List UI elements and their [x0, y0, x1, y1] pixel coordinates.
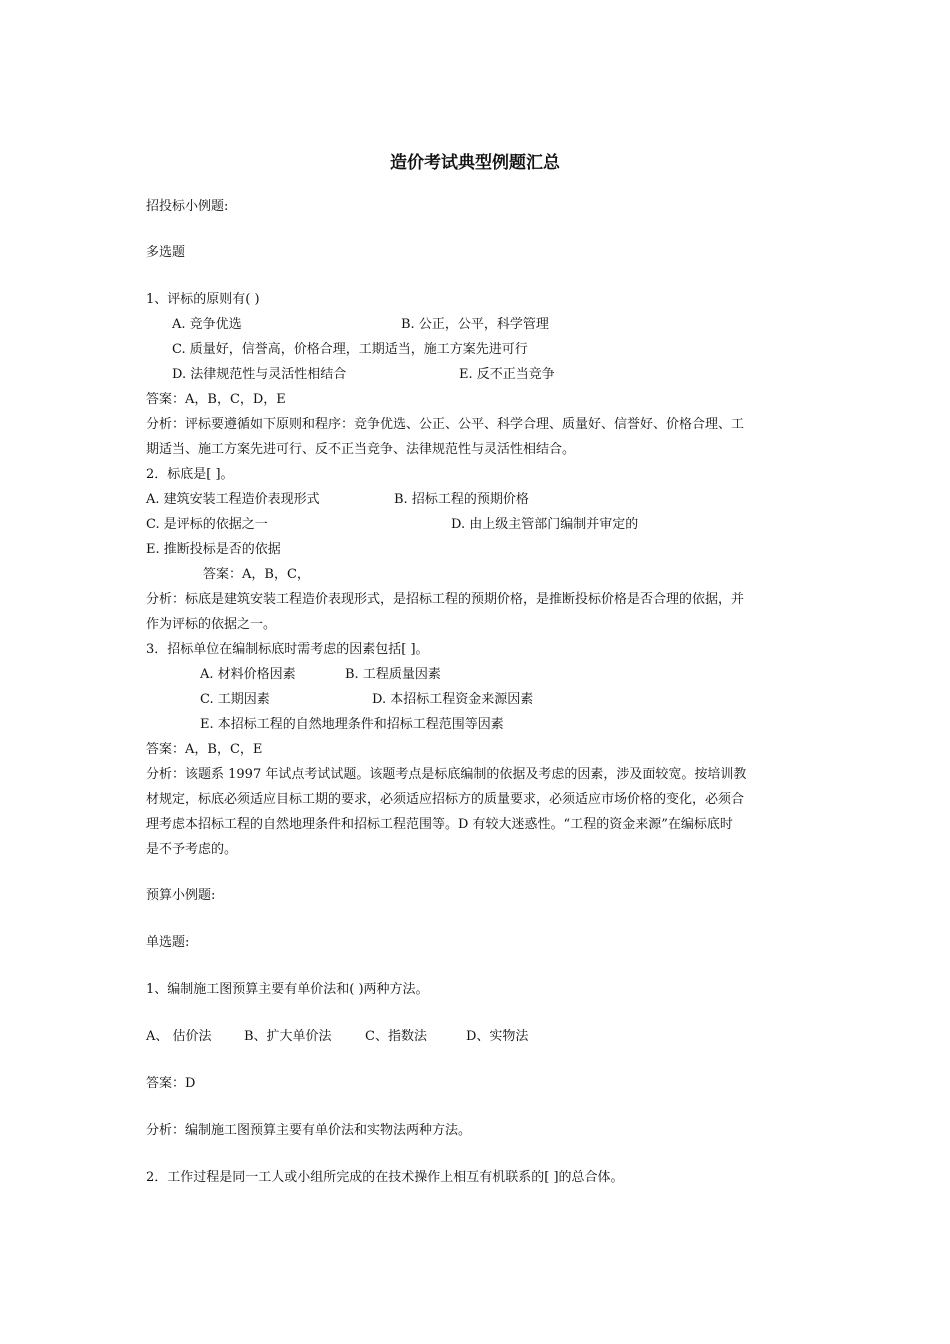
- question-3-option-d: D. 本招标工程资金来源因素: [372, 692, 534, 707]
- question-1-analysis-line-2: 期适当、施工方案先进可行、反不正当竞争、法律规范性与灵活性相结合。: [146, 442, 576, 457]
- question-3-answer: 答案：A，B，C，E: [146, 742, 263, 757]
- question-1-option-a: A. 竞争优选: [172, 317, 242, 332]
- question-1-answer: 答案：A，B，C，D，E: [146, 392, 286, 407]
- budget-question-1-option-d: D、实物法: [466, 1029, 529, 1044]
- question-3-analysis-line-3: 理考虑本招标工程的自然地理条件和招标工程范围等。D 有较大迷惑性。“工程的资金来源”在编标底时: [146, 817, 733, 832]
- question-3-stem: 3．招标单位在编制标底时需考虑的因素包括[ ]。: [146, 642, 429, 657]
- question-2-answer: 答案：A，B，C，: [203, 567, 310, 582]
- question-3-option-c: C. 工期因素: [200, 692, 270, 707]
- question-1-option-d: D. 法律规范性与灵活性相结合: [172, 367, 347, 382]
- question-2-option-d: D. 由上级主管部门编制并审定的: [451, 517, 639, 532]
- question-2-option-e: E. 推断投标是否的依据: [146, 542, 281, 557]
- section-heading-bidding: 招投标小例题:: [146, 199, 229, 214]
- question-2-option-b: B. 招标工程的预期价格: [394, 492, 529, 507]
- budget-question-1-option-b: B、扩大单价法: [244, 1029, 332, 1044]
- question-2-analysis-line-2: 作为评标的依据之一。: [146, 617, 277, 632]
- question-3-analysis-line-2: 材规定，标底必须适应目标工期的要求，必须适应招标方的质量要求，必须适应市场价格的变化，必须合: [146, 792, 745, 807]
- question-2-analysis-line-1: 分析：标底是建筑安装工程造价表现形式，是招标工程的预期价格，是推断投标价格是否合理的依据，并: [146, 592, 745, 607]
- question-3-analysis-line-4: 是不予考虑的。: [146, 842, 238, 857]
- question-1-analysis-line-1: 分析：评标要遵循如下原则和程序：竞争优选、公正、公平、科学合理、质量好、信誉好、价格合理、工: [146, 417, 745, 432]
- question-1-option-e: E. 反不正当竞争: [459, 367, 555, 382]
- budget-question-1-analysis: 分析：编制施工图预算主要有单价法和实物法两种方法。: [146, 1123, 472, 1138]
- question-2-option-a: A. 建筑安装工程造价表现形式: [146, 492, 320, 507]
- question-1-option-b: B. 公正，公平，科学管理: [401, 317, 549, 332]
- budget-question-1-option-c: C、指数法: [365, 1029, 427, 1044]
- question-type-multiple: 多选题: [146, 245, 186, 260]
- budget-question-2-stem: 2．工作过程是同一工人或小组所完成的在技术操作上相互有机联系的[ ]的总合体。: [146, 1170, 624, 1185]
- question-1-option-c: C. 质量好，信誉高，价格合理，工期适当，施工方案先进可行: [172, 342, 528, 357]
- section-heading-budget: 预算小例题:: [146, 888, 216, 903]
- budget-question-1-option-a: A、 估价法: [146, 1029, 212, 1044]
- question-2-stem: 2．标底是[ ]。: [146, 467, 234, 482]
- question-3-option-a: A. 材料价格因素: [200, 667, 296, 682]
- budget-question-1-stem: 1、编制施工图预算主要有单价法和( )两种方法。: [146, 982, 429, 997]
- question-1-stem: 1、评标的原则有( ): [146, 292, 260, 307]
- budget-question-1-answer: 答案：D: [146, 1076, 196, 1091]
- question-2-option-c: C. 是评标的依据之一: [146, 517, 268, 532]
- question-3-analysis-line-1: 分析：该题系 1997 年试点考试试题。该题考点是标底编制的依据及考虑的因素，涉及面较宽。按培训教: [146, 767, 747, 782]
- question-type-single: 单选题:: [146, 935, 190, 950]
- question-3-option-b: B. 工程质量因素: [345, 667, 441, 682]
- question-3-option-e: E. 本招标工程的自然地理条件和招标工程范围等因素: [200, 717, 504, 732]
- document-title: 造价考试典型例题汇总: [390, 153, 560, 173]
